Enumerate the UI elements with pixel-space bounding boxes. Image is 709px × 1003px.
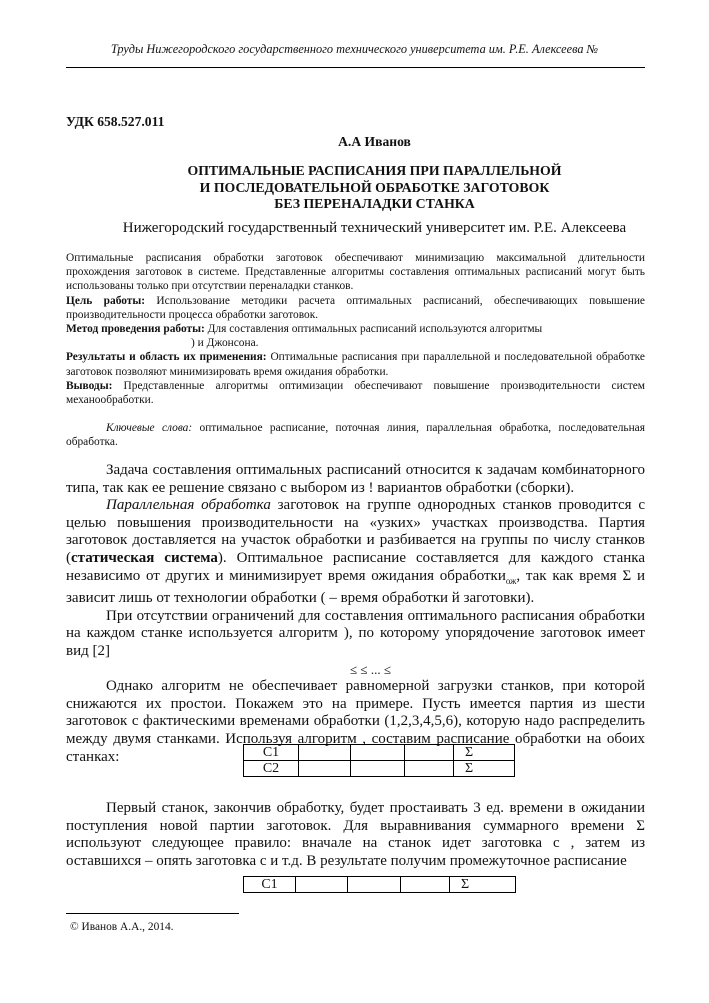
main-text	[66, 462, 645, 766]
title-line: И ПОСЛЕДОВАТЕЛЬНОЙ ОБРАБОТКЕ ЗАГОТОВОК	[199, 179, 550, 195]
paragraph	[66, 497, 645, 608]
results-label: Результаты и область их применения:	[66, 351, 267, 364]
abstract-method-cont: ) и Джонсона.	[191, 337, 259, 350]
formula: ≤ ≤ ... ≤	[350, 661, 391, 677]
paragraph: Первый станок, закончив обработку, будет простаивать 3 ед. времени в ожидании поступления новой партии заготовок. Для выравнивания суммарного времени Σ используют следующее правило: вначале на станок идет заготовка с , затем из оставшихся – опять заготовка с и т.д. В результате получим промежуточное расписание	[66, 800, 645, 869]
table-cell	[405, 745, 454, 761]
subscript: ож	[505, 575, 517, 586]
table-cell: С1	[244, 877, 296, 893]
method-text: Для составления оптимальных расписаний используются алгоритмы	[204, 323, 543, 336]
method-label: Метод проведения работы:	[66, 323, 205, 336]
schedule-table-2	[243, 876, 516, 893]
table-cell	[405, 761, 454, 777]
table-cell	[296, 877, 348, 893]
conclusions-text: Представленные алгоритмы оптимизации обеспечивают повышение производительности систем механообработки.	[66, 379, 645, 407]
footnote-rule	[66, 913, 239, 914]
table-cell	[401, 877, 450, 893]
title-line: ОПТИМАЛЬНЫЕ РАСПИСАНИЯ ПРИ ПАРАЛЛЕЛЬНОЙ	[187, 163, 562, 178]
table-cell	[351, 761, 405, 777]
text-run: , так как время Σ и зависит лишь от технологии обработки ( – время обработки й заготовки).	[66, 567, 645, 607]
paragraph: Однако алгоритм не обеспечивает равномерной загрузки станков, при которой снижаются их простои. Покажем это на примере. Пусть имеется партия из шести заготовок с фактическими временами обработки (1,2,3,4,5,6), которую надо распределить между двумя станками. Используя алгоритм , составим расписание обработки на обоих станках:	[66, 678, 645, 765]
table-cell: С2	[244, 761, 299, 777]
text-run: заготовок на группе однородных станков проводится с целью повышения производительности на «узких» участках производства. Партия заготовок доставляется на участок обработки и разбивается на группы по числу станков (	[66, 497, 645, 566]
abstract-method	[66, 322, 645, 336]
udk-code: УДК 658.527.011	[66, 114, 165, 129]
abstract-results	[66, 350, 645, 378]
keywords-text: оптимальное расписание, поточная линия, параллельная обработка, последовательная обработка.	[66, 422, 645, 449]
bold-term: статическая система	[71, 549, 218, 566]
table-cell: С1	[244, 745, 299, 761]
keywords-label: Ключевые слова:	[106, 422, 193, 434]
table-cell: Σ	[454, 761, 515, 777]
goal-label: Цель работы:	[66, 294, 146, 307]
results-text: Оптимальные расписания при параллельной и последовательной обработке заготовок позволяют минимизировать время ожидания обработки.	[66, 351, 645, 378]
table-cell	[299, 745, 351, 761]
italic-term: Параллельная обработка	[106, 497, 271, 514]
copyright: © Иванов А.А., 2014.	[70, 921, 174, 933]
title-line: БЕЗ ПЕРЕНАЛАДКИ СТАНКА	[274, 196, 475, 211]
table-row	[244, 761, 515, 777]
table-cell	[299, 761, 351, 777]
affiliation: Нижегородский государственный технический университет им. Р.Е. Алексеева	[122, 220, 627, 236]
abstract-conclusions	[66, 379, 645, 407]
table-cell	[351, 745, 405, 761]
paragraph: Задача составления оптимальных расписаний относится к задачам комбинаторного типа, так как ее решение связано с выбором из ! вариантов обработки (сборки).	[66, 462, 645, 496]
running-head: Труды Нижегородского государственного технического университета им. Р.Е. Алексеева №	[110, 42, 599, 56]
table-cell	[348, 877, 401, 893]
schedule-table-1	[243, 744, 515, 777]
main-text-continued	[66, 800, 645, 870]
table-cell: Σ	[454, 745, 515, 761]
paper-title	[0, 163, 709, 213]
abstract-intro: Оптимальные расписания обработки заготовок обеспечивают минимизацию максимальной длительности прохождения заготовок в системе. Представленные алгоритмы составления оптимальных расписаний могут быть использованы только при отсутствии переналадки станков.	[66, 252, 645, 293]
paragraph: При отсутствии ограничений для составления оптимального расписания обработки на каждом станке используется алгоритм ), по которому упорядочение заготовок имеет вид [2]	[66, 607, 645, 659]
table-row	[244, 745, 515, 761]
author: А.А Иванов	[338, 134, 411, 149]
table-row	[244, 877, 516, 893]
goal-text: Использование методики расчета оптимальных расписаний, обеспечивающих повышение производительности процесса обработки заготовок.	[66, 294, 645, 321]
text-run: ). Оптимальное расписание составляется для каждого станка независимо от других и минимизирует время ожидания обработки	[66, 549, 646, 584]
conclusions-label: Выводы:	[66, 379, 113, 392]
header-rule	[66, 67, 645, 68]
abstract	[66, 251, 645, 407]
abstract-goal	[66, 294, 645, 322]
keywords	[66, 421, 645, 449]
table-cell: Σ	[450, 877, 516, 893]
